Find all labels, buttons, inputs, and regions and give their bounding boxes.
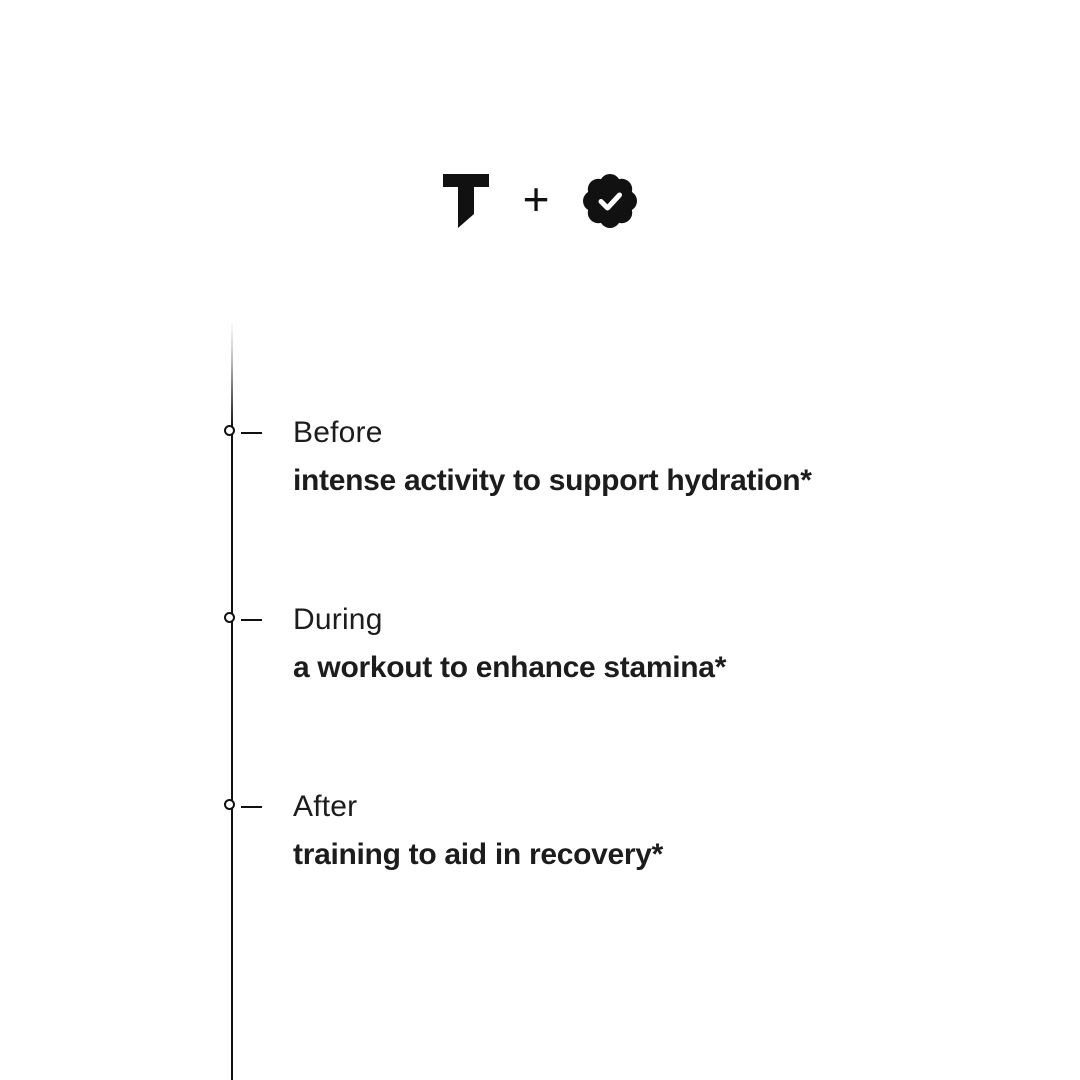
timeline-item-label: After [293,790,358,823]
brand-t-logo-icon [443,174,489,229]
timeline-item-label: During [293,603,383,636]
timeline-item-text [293,409,812,505]
timeline-item-text [293,783,663,879]
timeline-tick [241,806,262,808]
timeline-item-label: Before [293,416,383,449]
brand-lockup [0,172,1080,230]
timeline-tick [241,619,262,621]
timeline-item-description: a workout to enhance stamina* [293,651,727,684]
timeline-marker-icon [224,799,235,810]
timeline-tick [241,432,262,434]
timeline-item-description: training to aid in recovery* [293,838,664,871]
timeline-marker-icon [224,425,235,436]
timeline-item-description: intense activity to support hydration* [293,464,812,497]
timeline-marker-icon [224,612,235,623]
verified-badge-icon [583,174,637,228]
timeline-item-text [293,596,726,692]
plus-sign: + [522,173,550,225]
